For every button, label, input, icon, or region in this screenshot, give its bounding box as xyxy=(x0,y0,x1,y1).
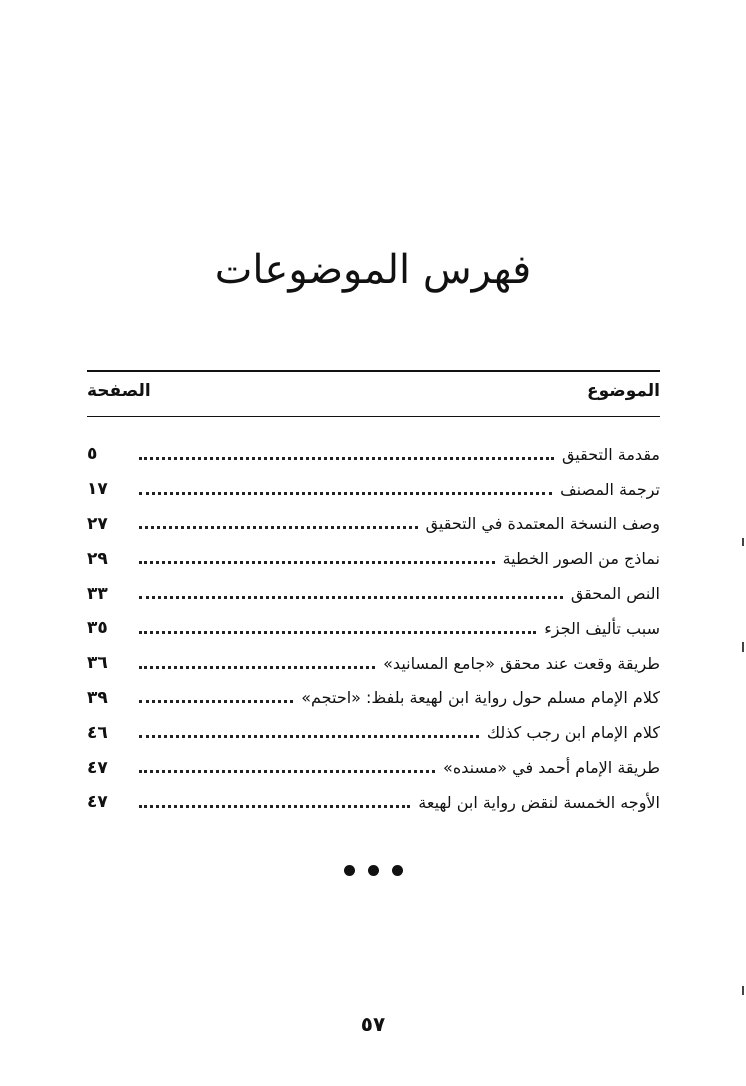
toc-entry-title: طريقة الإمام أحمد في «مسنده» xyxy=(443,758,660,778)
dot-leader xyxy=(139,735,479,738)
toc-entry xyxy=(87,472,660,507)
end-ornament xyxy=(0,865,746,876)
toc-entry xyxy=(87,541,660,576)
toc-entry-page: ٢٩ xyxy=(87,548,108,569)
toc-entry xyxy=(87,611,660,646)
toc-entry-page: ٥ xyxy=(87,444,98,465)
dot-leader xyxy=(139,526,418,529)
toc-entry xyxy=(87,576,660,611)
toc-entry-title: نماذج من الصور الخطية xyxy=(502,549,660,569)
page-column-label: الصفحة xyxy=(87,381,151,401)
toc-header xyxy=(87,376,660,410)
toc-entry-page: ١٧ xyxy=(87,479,108,500)
scan-edge-mark xyxy=(742,642,744,652)
toc-entry-title: سبب تأليف الجزء xyxy=(544,618,660,638)
toc-entry xyxy=(87,646,660,681)
scan-edge-mark xyxy=(742,538,744,546)
topic-column-label: الموضوع xyxy=(587,381,660,401)
dot-leader xyxy=(139,700,293,703)
toc-entry xyxy=(87,750,660,785)
dot-leader xyxy=(139,631,536,634)
page-title: فهرس الموضوعات xyxy=(214,247,532,293)
toc-list xyxy=(87,437,660,820)
dot-leader xyxy=(139,805,410,808)
scan-edge-mark xyxy=(742,986,744,995)
toc-entry xyxy=(87,507,660,542)
dot-leader xyxy=(139,561,495,564)
dot-leader xyxy=(139,666,375,669)
toc-entry-page: ٣٦ xyxy=(87,653,108,674)
ornament-dot xyxy=(392,865,403,876)
dot-leader xyxy=(139,457,554,460)
toc-entry-page: ٤٦ xyxy=(87,722,108,743)
ornament-dot xyxy=(368,865,379,876)
toc-entry-title: كلام الإمام ابن رجب كذلك xyxy=(486,723,660,743)
dot-leader xyxy=(139,596,563,599)
toc-entry-title: النص المحقق xyxy=(570,584,660,604)
dot-leader xyxy=(139,770,435,773)
toc-entry-page: ٣٩ xyxy=(87,687,108,708)
page-number: ٥٧ xyxy=(360,1012,386,1036)
toc-entry xyxy=(87,715,660,750)
toc-entry-title: ترجمة المصنف xyxy=(560,479,660,499)
toc-entry xyxy=(87,437,660,472)
toc-entry xyxy=(87,785,660,820)
toc-entry-title: وصف النسخة المعتمدة في التحقيق xyxy=(425,514,660,534)
top-rule xyxy=(87,370,660,372)
toc-entry-title: كلام الإمام مسلم حول رواية ابن لهيعة بلفظ: «احتجم» xyxy=(301,688,660,708)
toc-entry-page: ٣٣ xyxy=(87,583,108,604)
toc-entry-title: مقدمة التحقيق xyxy=(561,444,660,464)
toc-entry-page: ٤٧ xyxy=(87,792,108,813)
toc-entry-title: الأوجه الخمسة لنقض رواية ابن لهيعة xyxy=(418,792,660,812)
toc-entry-page: ٣٥ xyxy=(87,618,108,639)
ornament-dot xyxy=(344,865,355,876)
header-rule xyxy=(87,416,660,417)
toc-entry-title: طريقة وقعت عند محقق «جامع المسانيد» xyxy=(383,653,660,673)
toc-entry xyxy=(87,681,660,716)
toc-entry-page: ٤٧ xyxy=(87,757,108,778)
dot-leader xyxy=(139,492,552,495)
toc-entry-page: ٢٧ xyxy=(87,513,108,534)
